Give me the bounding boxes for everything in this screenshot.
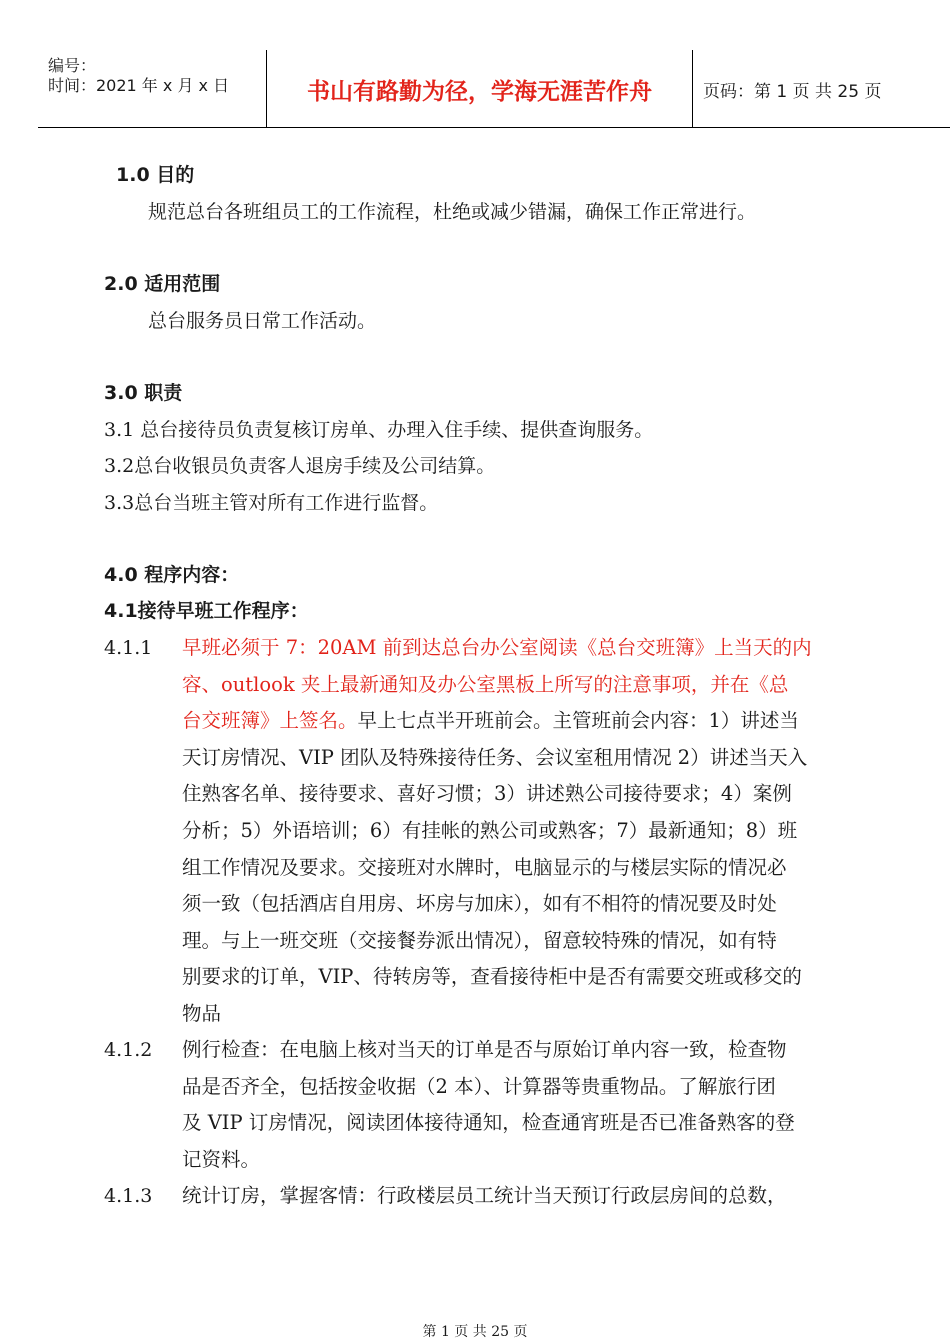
item-4-1-1-red-segment: 台交班簿》上签名。 [182, 709, 358, 733]
section-3-2: 3.2总台收银员负责客人退房手续及公司结算。 [104, 455, 496, 477]
item-4-1-1-line [182, 703, 872, 740]
item-4-1-1-line: 分析；5）外语培训；6）有挂帐的熟公司或熟客；7）最新通知；8）班 [182, 818, 798, 842]
item-4-1-1-line: 住熟客名单、接待要求、喜好习惯；3）讲述熟公司接待要求；4）案例 [182, 782, 792, 806]
item-4-1-2-line: 及 VIP 订房情况，阅读团体接待通知，检查通宵班是否已准备熟客的登 [182, 1111, 795, 1135]
item-4-1-1-line: 物品 [182, 1001, 222, 1025]
item-4-1-1-text [182, 630, 872, 1033]
item-4-1-1-number: 4.1.1 [104, 637, 153, 659]
item-4-1-1-line: 须一致（包括酒店自用房、坏房与加床），如有不相符的情况要及时处 [182, 892, 777, 916]
item-4-1-2-text [182, 1032, 872, 1178]
item-4-1-1-line: 天订房情况、VIP 团队及特殊接待任务、会议室租用情况 2）讲述当天入 [182, 745, 808, 769]
section-1-body: 规范总台各班组员工的工作流程，杜绝或减少错漏，确保工作正常进行。 [148, 201, 757, 223]
section-4-title: 4.0 程序内容： [104, 564, 240, 586]
header-motto: 书山有路勤为径，学海无涯苦作舟 [267, 50, 693, 128]
section-4-1-title: 4.1接待早班工作程序： [104, 600, 309, 622]
item-4-1-1-line: 组工作情况及要求。交接班对水牌时，电脑显示的与楼层实际的情况必 [182, 855, 787, 879]
item-4-1-2-line: 例行检查：在电脑上核对当天的订单是否与原始订单内容一致，检查物 [182, 1038, 787, 1061]
section-2-body: 总台服务员日常工作活动。 [148, 310, 377, 332]
page-header [38, 50, 950, 128]
section-1-title: 1.0 目的 [116, 164, 195, 186]
page-footer: 第 1 页 共 25 页 [422, 1324, 528, 1340]
item-4-1-2-line: 品是否齐全，包括按金收据（2 本）、计算器等贵重物品。了解旅行团 [182, 1074, 776, 1098]
item-4-1-1-line: 早班必须于 7：20AM 前到达总台办公室阅读《总台交班簿》上当天的内 [182, 636, 812, 659]
item-4-1-2-line: 记资料。 [182, 1147, 261, 1171]
item-4-1-3-number: 4.1.3 [104, 1185, 153, 1207]
item-4-1-2-number: 4.1.2 [104, 1039, 153, 1061]
document-date: 时间：2021 年 x 月 x 日 [48, 76, 230, 95]
document-number-label: 编号： [48, 56, 97, 75]
item-4-1-1-line: 别要求的订单，VIP、待转房等，查看接待柜中是否有需要交班或移交的 [182, 965, 802, 989]
item-4-1-1-black-segment: 早上七点半开班前会。主管班前会内容：1）讲述当 [357, 709, 799, 733]
section-3-title: 3.0 职责 [104, 382, 183, 404]
item-4-1-1-line: 理。与上一班交班（交接餐券派出情况），留意较特殊的情况，如有特 [182, 928, 777, 952]
item-4-1-3-line: 统计订房，掌握客情：行政楼层员工统计当天预订行政层房间的总数， [182, 1184, 787, 1207]
item-4-1-3-text [182, 1178, 872, 1215]
item-4-1-1-line: 容、outlook 夹上最新通知及办公室黑板上所写的注意事项，并在《总 [182, 672, 789, 696]
section-3-1: 3.1 总台接待员负责复核订房单、办理入住手续、提供查询服务。 [104, 419, 654, 441]
section-2-title: 2.0 适用范围 [104, 273, 221, 295]
section-3-3: 3.3总台当班主管对所有工作进行监督。 [104, 492, 439, 514]
header-page-info: 页码：第 1 页 共 25 页 [703, 81, 882, 102]
header-meta [38, 50, 267, 128]
